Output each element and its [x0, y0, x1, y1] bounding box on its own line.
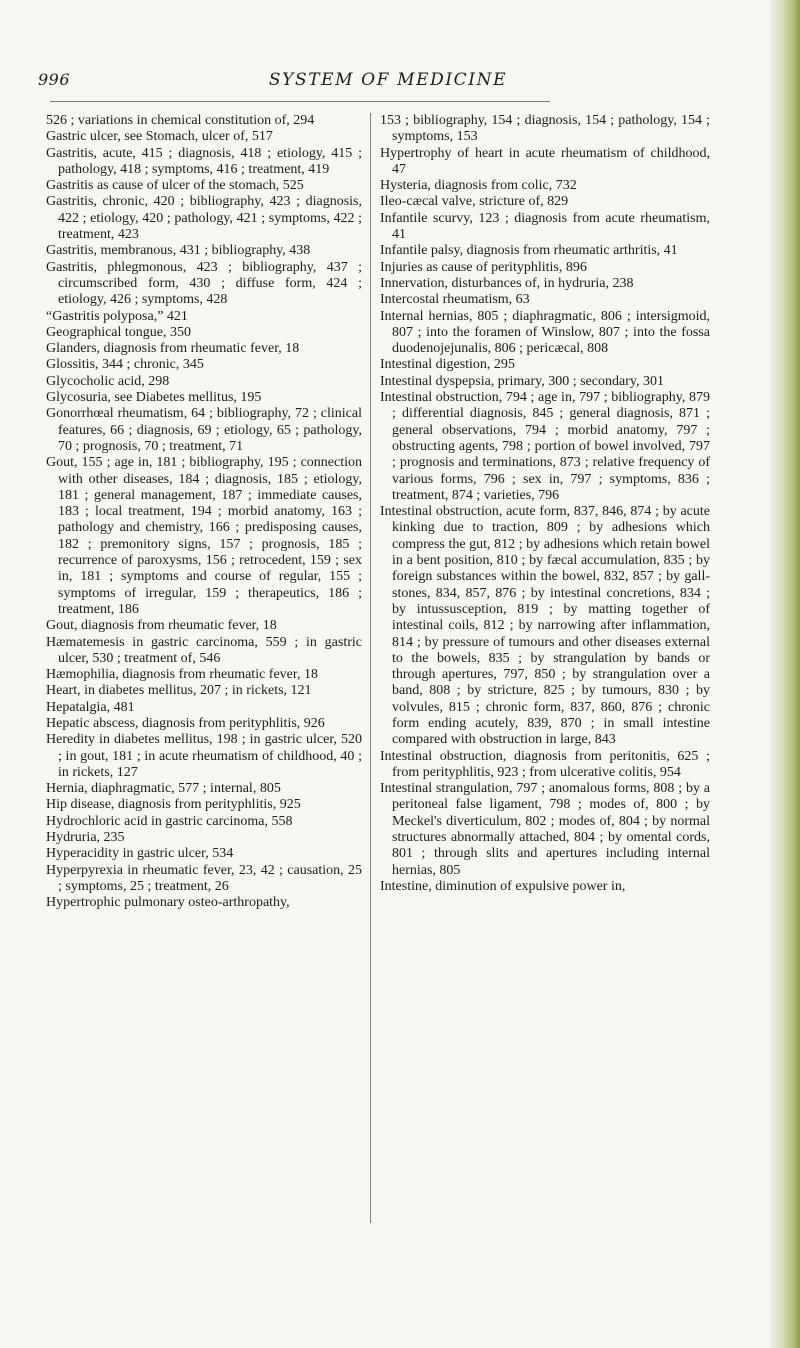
index-entry: Hypertrophic pulmonary osteo-arthropathy,: [46, 895, 290, 911]
index-entry: Glossitis, 344 ; chronic, 345: [46, 357, 204, 373]
index-entry: Intestinal dyspepsia, primary, 300 ; secondary, 301: [380, 373, 664, 389]
index-entry: Heart, in diabetes mellitus, 207 ; in rickets, 121: [46, 683, 312, 699]
index-entry: Intestinal obstruction, diagnosis from peritonitis, 625 ; from perityphlitis, 923 ; from ulcerative colitis, 954: [380, 748, 710, 780]
index-entry: Hyperpyrexia in rheumatic fever, 23, 42 ; causation, 25 ; symptoms, 25 ; treatment, 26: [46, 862, 362, 894]
index-entry: Hysteria, diagnosis from colic, 732: [380, 178, 577, 194]
index-entry: Intercostal rheumatism, 63: [380, 292, 530, 308]
index-entry: Internal hernias, 805 ; diaphragmatic, 806 ; intersigmoid, 807 ; into the foramen of Winslow, 807 ; into the fossa duodenojejunalis, 806 ; pericæcal, 808: [380, 308, 710, 357]
index-entry: Injuries as cause of perityphlitis, 896: [380, 259, 587, 275]
index-entry: Heredity in diabetes mellitus, 198 ; in gastric ulcer, 520 ; in gout, 181 ; in acute rheumatism of childhood, 40 ; in rickets, 127: [46, 732, 362, 780]
index-entry: Infantile palsy, diagnosis from rheumatic arthritis, 41: [380, 243, 678, 259]
index-entry: 153 ; bibliography, 154 ; diagnosis, 154 ; pathology, 154 ; symptoms, 153: [380, 113, 710, 145]
running-title: SYSTEM OF MEDICINE: [268, 70, 508, 90]
index-entry: Hepatic abscess, diagnosis from perityphlitis, 926: [46, 715, 325, 731]
index-entry: Intestinal digestion, 295: [380, 357, 515, 373]
index-entry: Intestine, diminution of expulsive power in,: [380, 878, 626, 894]
header-rule: [50, 101, 550, 102]
index-entry: “Gastritis polyposa,” 421: [46, 308, 188, 324]
column-divider: [370, 113, 371, 1223]
index-column-left: [46, 113, 362, 912]
index-entry: Hæmophilia, diagnosis from rheumatic fever, 18: [46, 667, 318, 683]
index-entry: Hypertrophy of heart in acute rheumatism of childhood, 47: [380, 145, 710, 177]
index-entry: Gout, diagnosis from rheumatic fever, 18: [46, 618, 277, 634]
index-entry: Intestinal obstruction, 794 ; age in, 797 ; bibliography, 879 ; differential diagnosis, 845 ; general diagnosis, 871 ; general observations, 794 ; morbid anatomy, 797 ; obstructing agents, 798 ; portion of bowel involved, 797 ; prognosis and terminations, 873 ; relative frequency of various forms, 796 ; sex in, 797 ; symptoms, 836 ; treatment, 874 ; varieties, 796: [380, 390, 710, 503]
index-entry: Hip disease, diagnosis from perityphlitis, 925: [46, 797, 301, 813]
index-entry: Innervation, disturbances of, in hydruria, 238: [380, 275, 634, 291]
index-entry: Glycosuria, see Diabetes mellitus, 195: [46, 390, 262, 406]
index-entry: Gastritis, membranous, 431 ; bibliography, 438: [46, 243, 311, 259]
index-entry: Gonorrhœal rheumatism, 64 ; bibliography, 72 ; clinical features, 66 ; diagnosis, 69 ; etiology, 65 ; pathology, 70 ; prognosis, 70 ; treatment, 71: [46, 406, 362, 454]
index-entry: Glanders, diagnosis from rheumatic fever, 18: [46, 341, 300, 357]
index-entry: Hæmatemesis in gastric carcinoma, 559 ; in gastric ulcer, 530 ; treatment of, 546: [46, 634, 362, 666]
index-entry: Hydrochloric acid in gastric carcinoma, 558: [46, 813, 293, 829]
index-entry: Gastritis, chronic, 420 ; bibliography, 423 ; diagnosis, 422 ; etiology, 420 ; pathology, 421 ; symptoms, 422 ; treatment, 423: [46, 194, 362, 243]
index-entry: Intestinal strangulation, 797 ; anomalous forms, 808 ; by a peritoneal false ligament, 798 ; modes of, 800 ; by Meckel's diverticulum, 802 ; modes of, 804 ; by normal structures abnormally attached, 804 ; by omental cords, 801 ; through slits and apertures including internal hernias, 805: [380, 781, 710, 878]
index-entry: Hepatalgia, 481: [46, 699, 135, 715]
page-number: 996: [38, 70, 71, 89]
page-header: [38, 70, 738, 100]
index-entry: Gout, 155 ; age in, 181 ; bibliography, 195 ; connection with other diseases, 184 ; diagnosis, 185 ; etiology, 181 ; general management, 187 ; immediate causes, 183 ; local treatment, 194 ; morbid anatomy, 163 ; pathology and chemistry, 166 ; predisposing causes, 182 ; premonitory signs, 157 ; prognosis, 185 ; recurrence of paroxysms, 156 ; retrocedent, 159 ; sex in, 181 ; symptoms and course of regular, 155 ; symptoms of irregular, 159 ; therapeutics, 186 ; treatment, 186: [46, 455, 362, 617]
index-entry: Hyperacidity in gastric ulcer, 534: [46, 846, 234, 862]
index-entry: Ileo-cæcal valve, stricture of, 829: [380, 194, 569, 210]
index-entry: Intestinal obstruction, acute form, 837, 846, 874 ; by acute kinking due to traction, 809 ; by adhesions which compress the gut, 812 ; by adhesions which retain bowel in a bent position, 810 ; by fæcal accumulation, 835 ; by foreign substances within the bowel, 832, 857 ; by gall-stones, 834, 857, 876 ; by intestinal concretions, 834 ; by intussusception, 819 ; by matting together of intestinal coils, 812 ; by narrowing after inflammation, 814 ; by pressure of tumours and other diseases external to the bowels, 835 ; by strangulation by bands or through apertures, 797, 850 ; by strangulation over a band, 808 ; by stricture, 825 ; by tumours, 830 ; by volvules, 815 ; chronic form, 837, 860, 876 ; chronic form ending acutely, 839, 870 ; in small intestine compared with obstruction in large, 843: [380, 504, 710, 748]
index-column-right: [380, 113, 710, 895]
index-entry: Hernia, diaphragmatic, 577 ; internal, 805: [46, 781, 281, 797]
index-entry: Geographical tongue, 350: [46, 324, 192, 340]
index-entry: Hydruria, 235: [46, 830, 125, 846]
index-entry: Gastritis, acute, 415 ; diagnosis, 418 ; etiology, 415 ; pathology, 418 ; symptoms, 416 ; treatment, 419: [46, 145, 362, 177]
index-entry: Gastritis, phlegmonous, 423 ; bibliography, 437 ; circumscribed form, 430 ; diffuse form, 424 ; etiology, 426 ; symptoms, 428: [46, 259, 362, 308]
index-entry: 526 ; variations in chemical constitution of, 294: [46, 113, 315, 128]
index-entry: Infantile scurvy, 123 ; diagnosis from acute rheumatism, 41: [380, 210, 710, 243]
index-entry: Gastric ulcer, see Stomach, ulcer of, 517: [46, 129, 273, 145]
page-edge-shadow: [770, 0, 800, 1348]
index-entry: Gastritis as cause of ulcer of the stomach, 525: [46, 178, 304, 194]
index-entry: Glycocholic acid, 298: [46, 373, 170, 389]
